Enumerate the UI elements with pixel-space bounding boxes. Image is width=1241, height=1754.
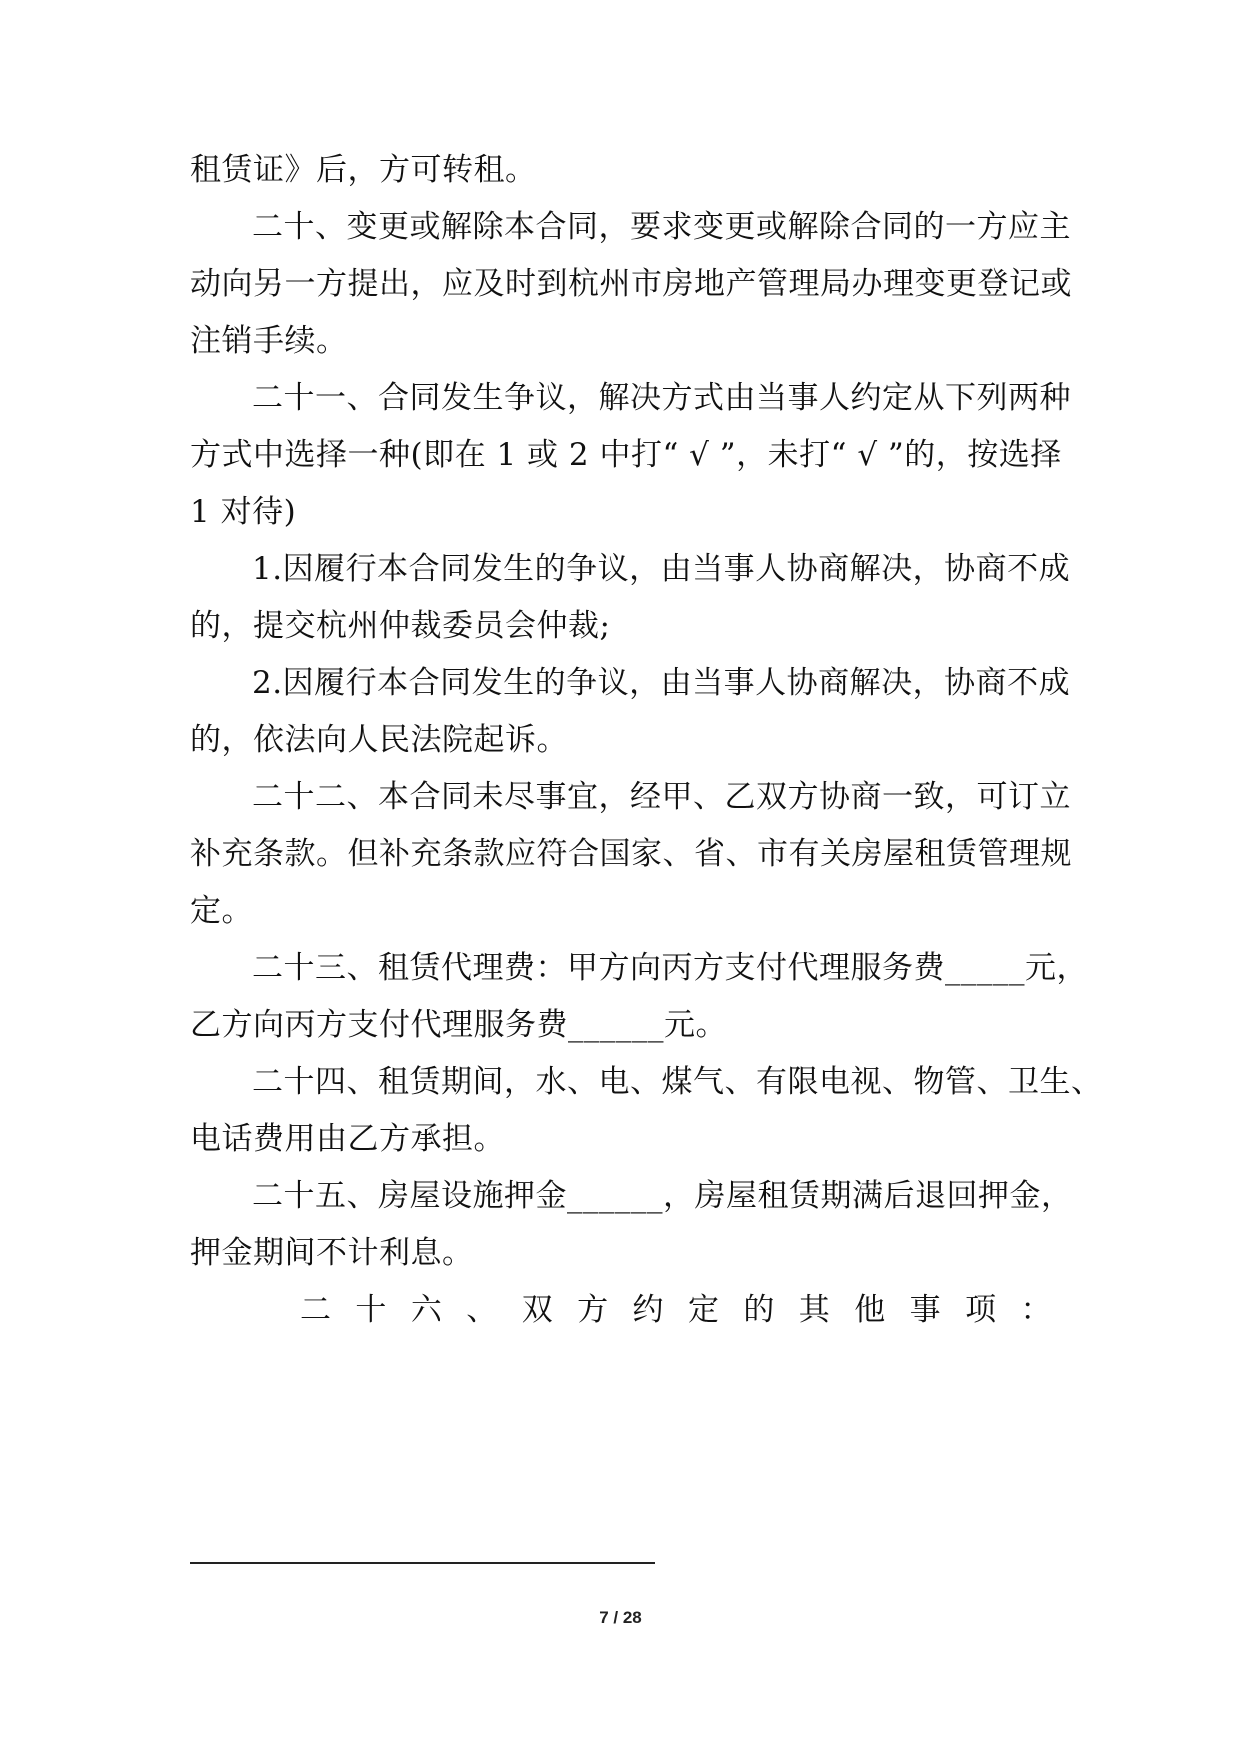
option-1-line-2: 的，提交杭州仲裁委员会仲裁; — [190, 608, 611, 644]
clause-21-line-2: 方式中选择一种(即在 1 或 2 中打“ √ ”，未打“ √ ”的，按选择 — [190, 437, 1062, 473]
clause-22-line-2: 补充条款。但补充条款应符合国家、省、市有关房屋租赁管理规 — [190, 836, 1072, 872]
clause-20-line-1: 二十、变更或解除本合同，要求变更或解除合同的一方应主 — [252, 209, 1071, 245]
clause-23-line-1: 二十三、租赁代理费：甲方向丙方支付代理服务费_____元， — [252, 950, 1088, 986]
clause-25-line-2: 押金期间不计利息。 — [190, 1235, 474, 1271]
option-2-line-1: 2.因履行本合同发生的争议，由当事人协商解决，协商不成 — [252, 665, 1071, 701]
option-1-line-1: 1.因履行本合同发生的争议，由当事人协商解决，协商不成 — [252, 551, 1071, 587]
clause-24-line-2: 电话费用由乙方承担。 — [190, 1121, 505, 1157]
page-number: 7 / 28 — [599, 1608, 642, 1627]
option-2-line-2: 的，依法向人民法院起诉。 — [190, 722, 568, 758]
clause-20-line-2: 动向另一方提出，应及时到杭州市房地产管理局办理变更登记或 — [190, 266, 1072, 302]
clause-26-line-1: 二 十 六 、 双 方 约 定 的 其 他 事 项 ： — [300, 1292, 1052, 1328]
blank-fill-line — [190, 1562, 655, 1564]
clause-21-line-1: 二十一、合同发生争议，解决方式由当事人约定从下列两种 — [252, 380, 1071, 416]
clause-20-line-3: 注销手续。 — [190, 323, 348, 359]
clause-22-line-1: 二十二、本合同未尽事宜，经甲、乙双方协商一致，可订立 — [252, 779, 1071, 815]
clause-21-line-3: 1 对待) — [190, 494, 297, 530]
clause-22-line-3: 定。 — [190, 893, 253, 929]
text-line-1: 租赁证》后，方可转租。 — [190, 152, 537, 188]
clause-24-line-1: 二十四、租赁期间，水、电、煤气、有限电视、物管、卫生、 — [252, 1064, 1103, 1100]
clause-25-line-1: 二十五、房屋设施押金______，房屋租赁期满后退回押金， — [252, 1178, 1073, 1214]
clause-23-line-2: 乙方向丙方支付代理服务费______元。 — [190, 1007, 727, 1043]
